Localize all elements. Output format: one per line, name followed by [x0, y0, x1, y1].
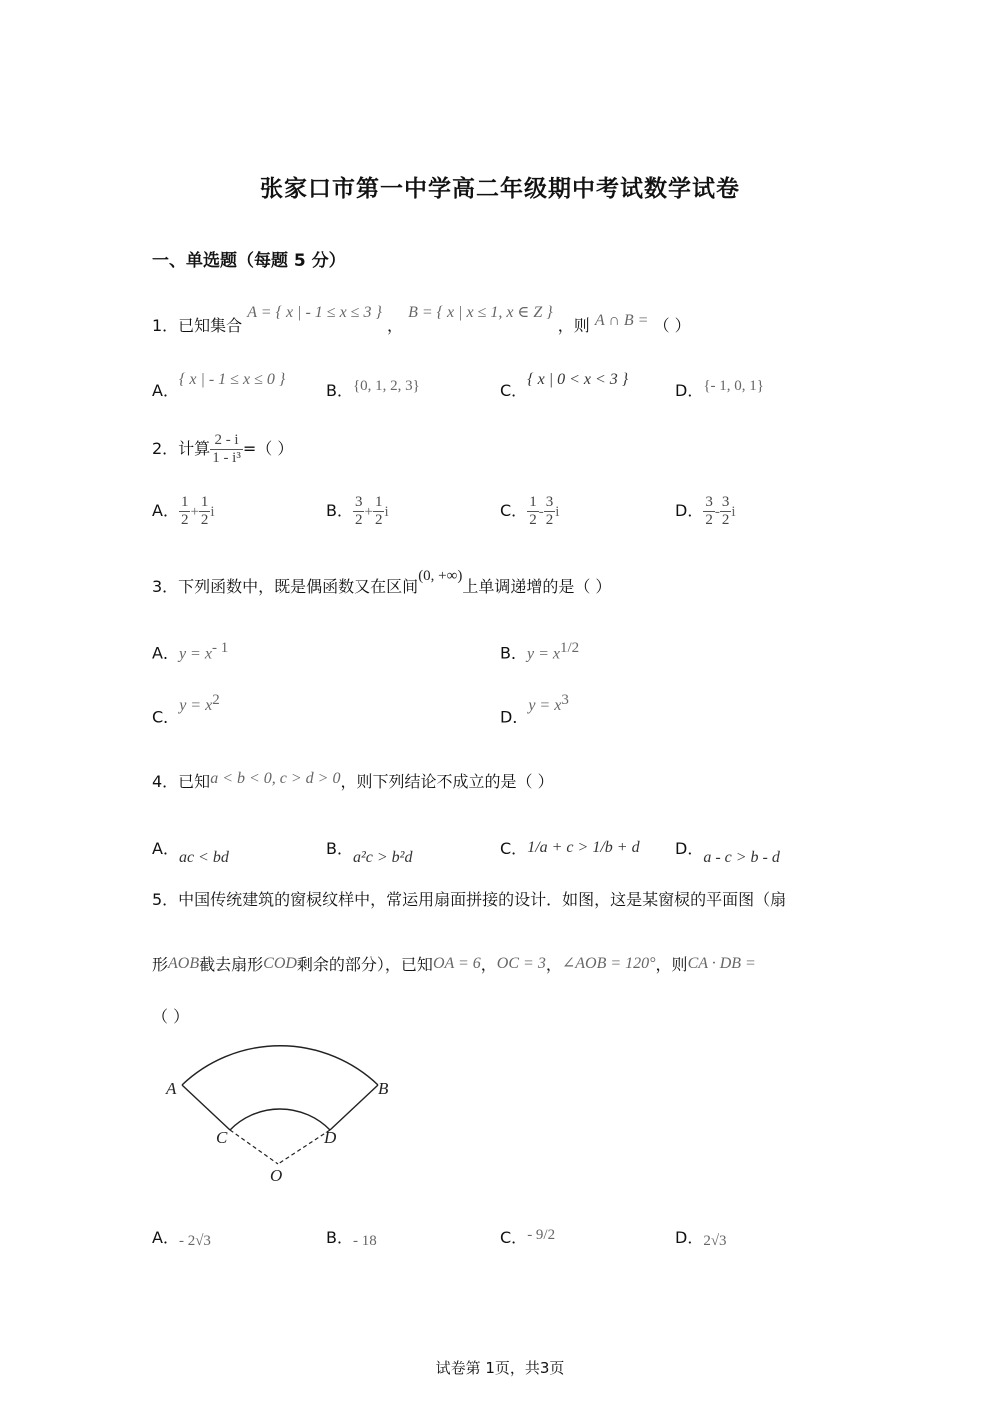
segment-bd: [330, 1085, 378, 1130]
page-title: 张家口市第一中学高二年级期中考试数学试卷: [260, 176, 740, 202]
section-heading: 一、单选题（每题 5 分）: [152, 251, 346, 271]
outer-arc: [182, 1046, 378, 1085]
question-3: 3．下列函数中，既是偶函数又在区间(0, +∞)上单调递增的是（ ）: [152, 568, 612, 596]
question-5-paren: （ ）: [152, 1007, 190, 1026]
q1-option-b: B．{0, 1, 2, 3}: [326, 378, 420, 400]
q4-option-b: B．a²c > b²d: [326, 839, 413, 866]
q1-sep: ，: [386, 316, 403, 335]
question-5-line2: 形AOB截去扇形COD剩余的部分），已知OA = 6，OC = 3，∠AOB = 120°，则CA · DB =: [152, 955, 756, 974]
segment-ac: [182, 1085, 230, 1130]
q4-option-c: C．1/a + c > 1/b + d: [500, 839, 640, 858]
q4-option-a: A．ac < bd: [152, 839, 229, 866]
q4-option-d: D．a - c > b - d: [675, 839, 780, 866]
q1-set-b: B = { x | x ≤ 1, x ∈ Z }: [408, 304, 553, 321]
q2-option-a: A． $\frac{1}{2}$ + $\frac{1}{2}$ i: [152, 494, 215, 528]
label-d: D: [324, 1128, 337, 1147]
q3-option-a: A．$y = x^{- 1}$: [152, 640, 229, 663]
question-4: 4．已知a < b < 0, c > d > 0，则下列结论不成立的是（ ）: [152, 770, 554, 791]
inner-arc: [230, 1109, 330, 1130]
q2-option-d: D． $\frac{3}{2}$ - $\frac{3}{2}$ i: [675, 494, 736, 528]
q1-expr: A ∩ B =: [594, 312, 649, 329]
q1-option-a: A．{ x | - 1 ≤ x ≤ 0 }: [152, 371, 286, 400]
q5-option-a: A．- 2√3: [152, 1228, 211, 1249]
q1-paren: （ ）: [653, 316, 691, 335]
q2-option-b: B． $\frac{3}{2}$ + $\frac{1}{2}$ i: [326, 494, 389, 528]
label-b: B: [378, 1079, 389, 1098]
label-o: O: [270, 1166, 283, 1185]
q1-option-d: D．{- 1, 0, 1}: [675, 378, 764, 400]
page-footer: 试卷第 1页，共3页: [435, 1359, 565, 1377]
q1-prefix: 1．已知集合: [152, 316, 243, 335]
sector-figure: [150, 1030, 410, 1190]
q1-option-c: C．{ x | 0 < x < 3 }: [500, 371, 629, 400]
q5-option-c: C．- 9/2: [500, 1227, 556, 1247]
segment-co: [230, 1130, 278, 1164]
q2-fraction: $\frac{2 - i}{\text{1 - i³}}$: [212, 432, 241, 466]
q1-set-a: A = { x | - 1 ≤ x ≤ 3 }: [247, 304, 382, 321]
q3-option-c: C．$y = x^2$: [152, 692, 220, 727]
label-c: C: [216, 1128, 228, 1147]
q2-option-c: C． $\frac{1}{2}$ - $\frac{3}{2}$ i: [500, 494, 560, 528]
q5-option-b: B．- 18: [326, 1228, 377, 1249]
question-2: 2．计算 $\frac{2 - i}{\text{1 - i³}}$ =（ ）: [152, 432, 294, 466]
question-5-line1: 5．中国传统建筑的窗棂纹样中，常运用扇面拼接的设计．如图，这是某窗棂的平面图（扇: [152, 890, 787, 909]
segment-do: [278, 1130, 330, 1164]
q1-then: ，则: [557, 316, 590, 335]
q3-interval: (0, +∞): [418, 568, 463, 584]
q4-condition: a < b < 0, c > d > 0: [210, 770, 341, 787]
q5-option-d: D．2√3: [675, 1228, 727, 1249]
question-1: [152, 304, 691, 336]
label-a: A: [166, 1079, 177, 1098]
q3-option-b: B．$y = x^{1/2}$: [500, 640, 580, 663]
q3-option-d: D．$y = x^3$: [500, 692, 569, 727]
